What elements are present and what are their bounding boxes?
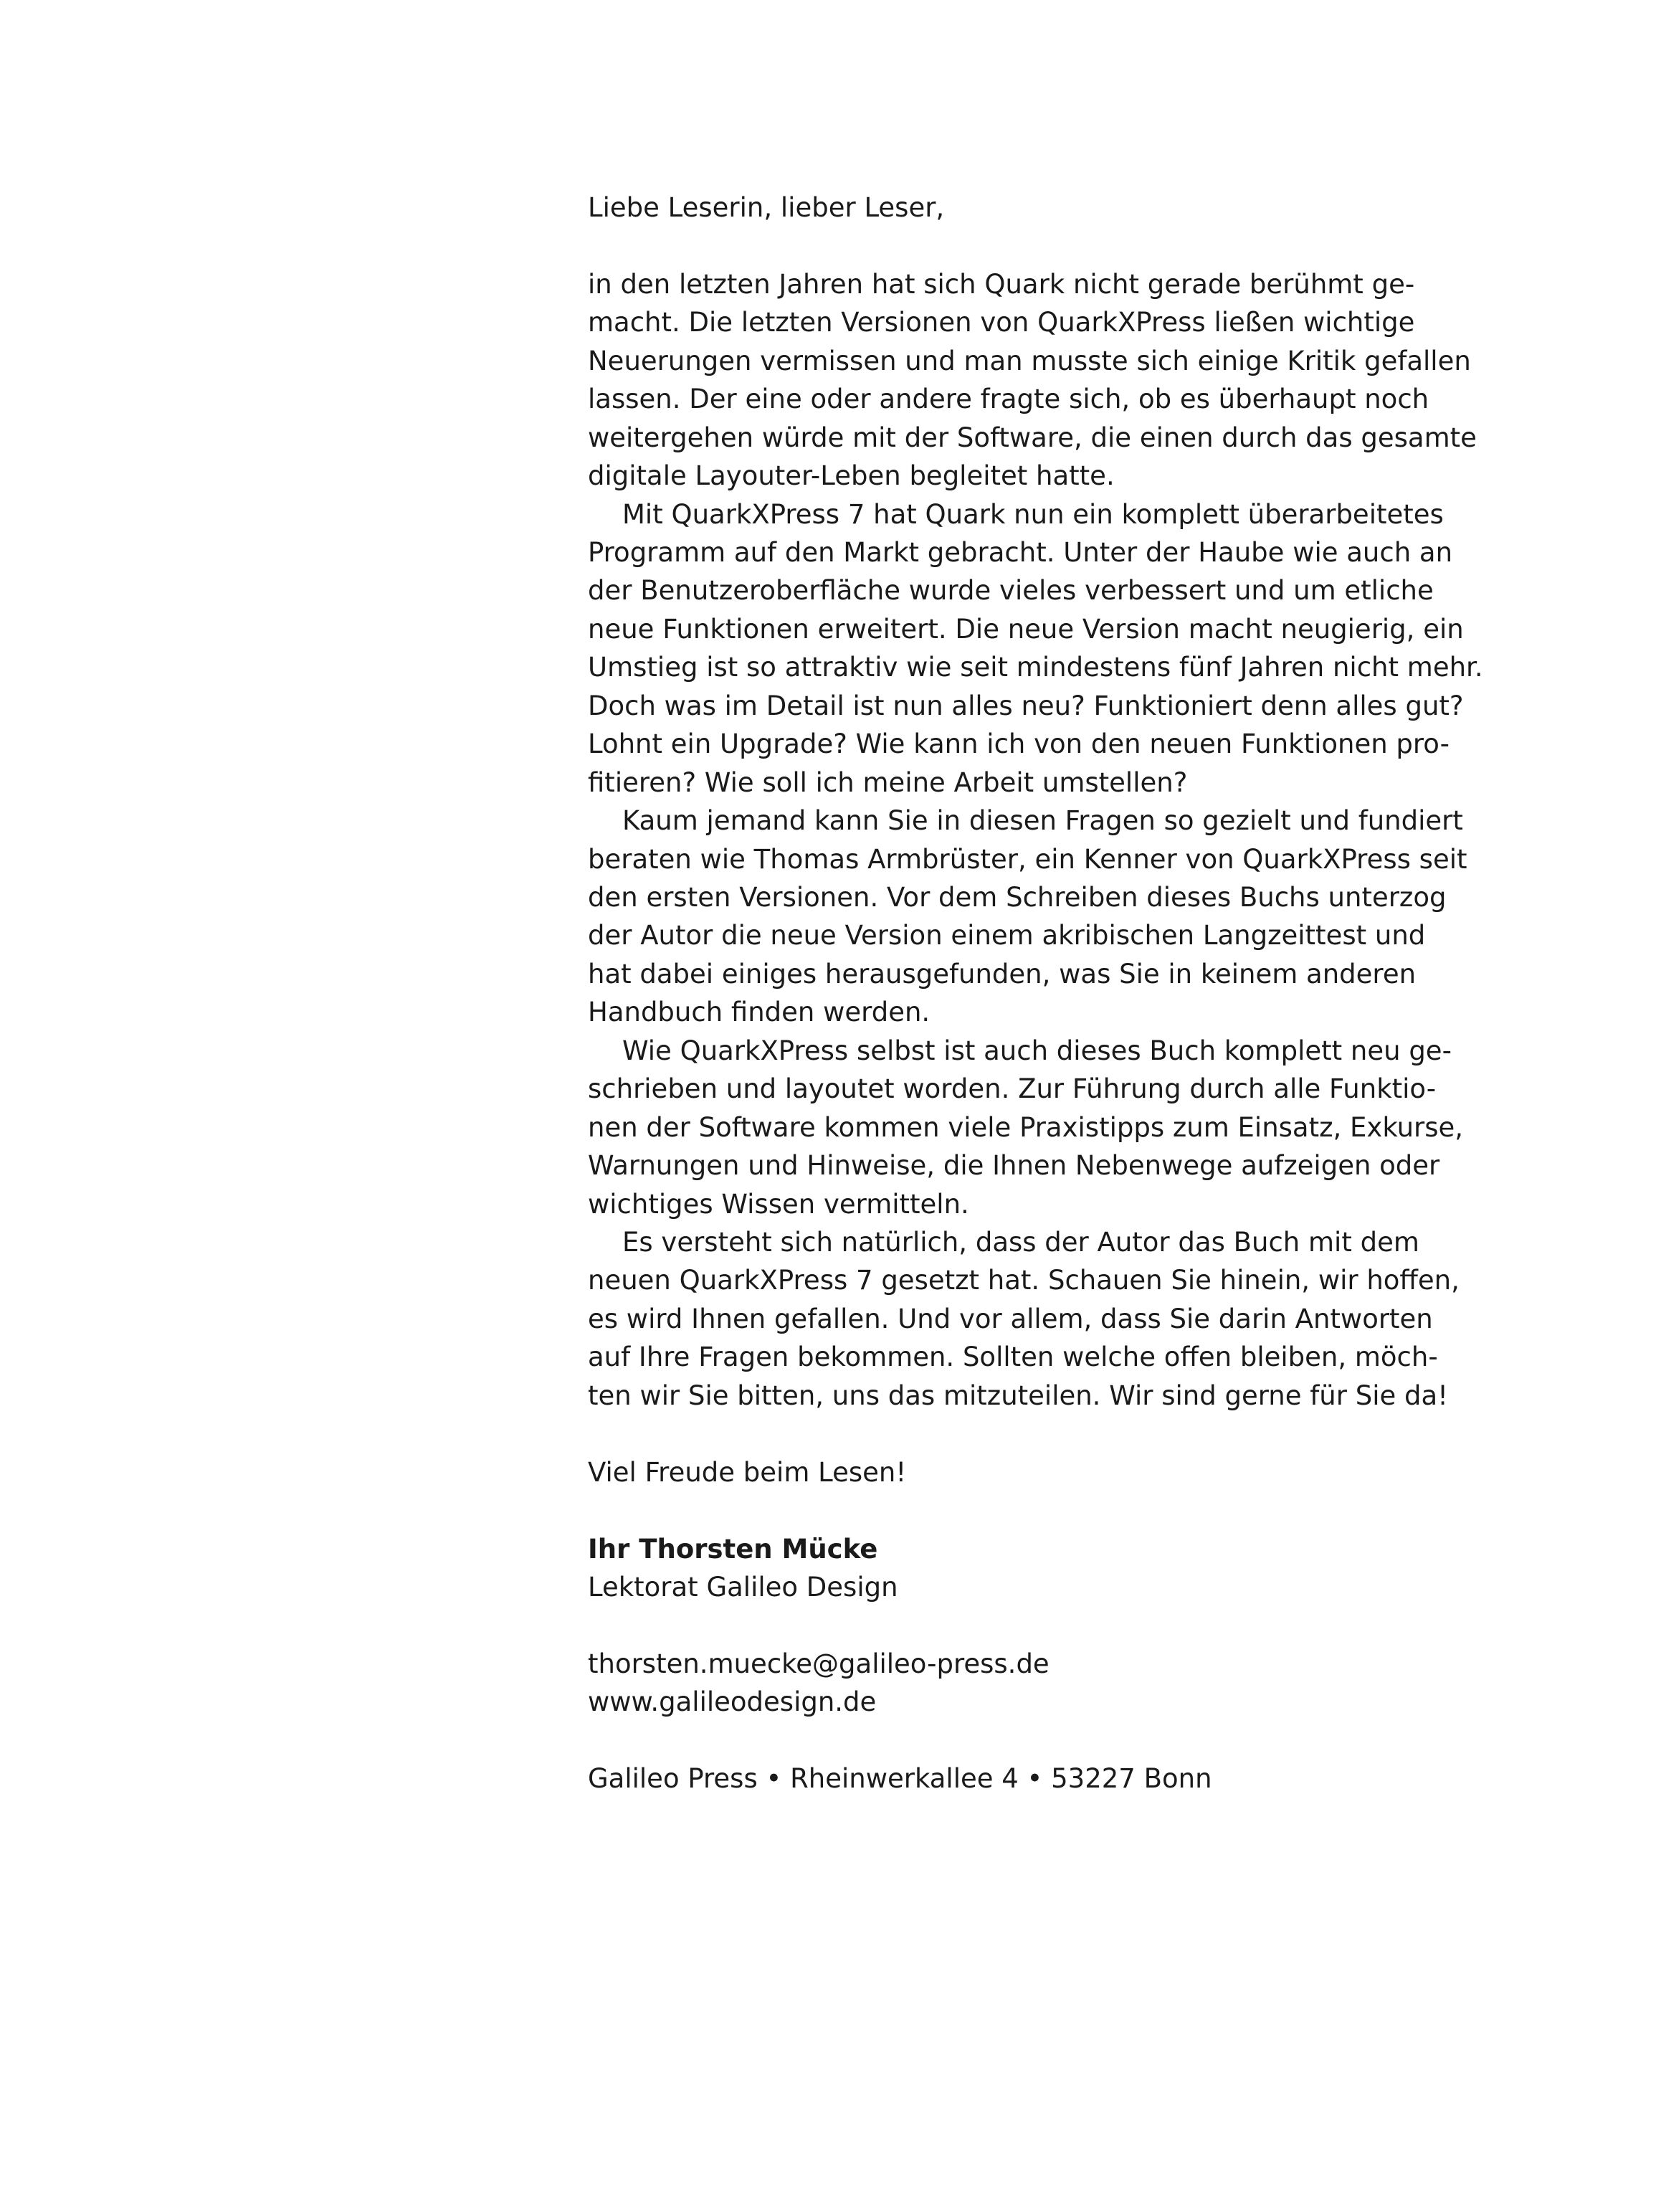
signature-role: Lektorat Galileo Design [588,1572,898,1603]
paragraph-1-line-6: digitale Layouter-Leben begleitet hatte. [588,460,1115,491]
closing-line: Viel Freude beim Lesen! [588,1457,907,1488]
paragraph-2-line-3: der Benutzeroberfläche wurde vieles verbessert und um etliche [588,575,1434,606]
contact-email: thorsten.muecke@galileo-press.de [588,1648,1050,1679]
paragraph-1-line-4: lassen. Der eine oder andere fragte sich, ob es überhaupt noch [588,384,1429,414]
paragraph-4-line-3: nen der Software kommen viele Praxistipps zum Einsatz, Exkurse, [588,1112,1464,1143]
paragraph-2-line-2: Programm auf den Markt gebracht. Unter der Haube wie auch an [588,537,1453,568]
paragraph-2-line-8: fitieren? Wie soll ich meine Arbeit umstellen? [588,767,1188,798]
paragraph-3-line-6: Handbuch finden werden. [588,997,931,1027]
paragraph-2-line-1: Mit QuarkXPress 7 hat Quark nun ein komplett überarbeitetes [622,499,1444,530]
paragraph-2-line-5: Umstieg ist so attraktiv wie seit mindestens fünf Jahren nicht mehr. [588,652,1483,683]
paragraph-5-line-5: ten wir Sie bitten, uns das mitzuteilen. Wir sind gerne für Sie da! [588,1380,1449,1411]
paragraph-2-line-6: Doch was im Detail ist nun alles neu? Funktioniert denn alles gut? [588,690,1464,721]
salutation: Liebe Leserin, lieber Leser, [588,192,945,223]
paragraph-4-line-5: wichtiges Wissen vermitteln. [588,1189,969,1220]
paragraph-2-line-4: neue Funktionen erweitert. Die neue Version macht neugierig, ein [588,614,1464,645]
paragraph-1-line-3: Neuerungen vermissen und man musste sich einige Kritik gefallen [588,346,1471,376]
paragraph-4-line-1: Wie QuarkXPress selbst ist auch dieses Buch komplett neu ge- [622,1035,1452,1066]
paragraph-4-line-2: schrieben und layoutet worden. Zur Führung durch alle Funktio- [588,1073,1437,1104]
paragraph-5-line-3: es wird Ihnen gefallen. Und vor allem, dass Sie darin Antworten [588,1304,1433,1334]
paragraph-1-line-5: weitergehen würde mit der Software, die einen durch das gesamte [588,422,1477,453]
paragraph-3-line-5: hat dabei einiges herausgefunden, was Sie in keinem anderen [588,959,1417,989]
paragraph-1-line-1: in den letzten Jahren hat sich Quark nicht gerade berühmt ge- [588,269,1415,300]
publisher-address: Galileo Press • Rheinwerkallee 4 • 53227 Bonn [588,1763,1212,1794]
contact-website: www.galileodesign.de [588,1686,877,1717]
paragraph-1-line-2: macht. Die letzten Versionen von QuarkXPress ließen wichtige [588,307,1415,338]
paragraph-3-line-3: den ersten Versionen. Vor dem Schreiben dieses Buchs unterzog [588,882,1447,913]
paragraph-3-line-4: der Autor die neue Version einem akribischen Langzeittest und [588,920,1426,951]
paragraph-3-line-2: beraten wie Thomas Armbrüster, ein Kenner von QuarkXPress seit [588,844,1467,875]
paragraph-3-line-1: Kaum jemand kann Sie in diesen Fragen so gezielt und fundiert [622,805,1463,836]
signature-name: Ihr Thorsten Mücke [588,1534,878,1565]
paragraph-5-line-4: auf Ihre Fragen bekommen. Sollten welche offen bleiben, möch- [588,1342,1438,1372]
paragraph-2-line-7: Lohnt ein Upgrade? Wie kann ich von den neuen Funktionen pro- [588,728,1450,759]
paragraph-5-line-1: Es versteht sich natürlich, dass der Autor das Buch mit dem [622,1227,1419,1258]
paragraph-5-line-2: neuen QuarkXPress 7 gesetzt hat. Schauen Sie hinein, wir hoffen, [588,1265,1460,1296]
paragraph-4-line-4: Warnungen und Hinweise, die Ihnen Nebenwege aufzeigen oder [588,1150,1440,1181]
